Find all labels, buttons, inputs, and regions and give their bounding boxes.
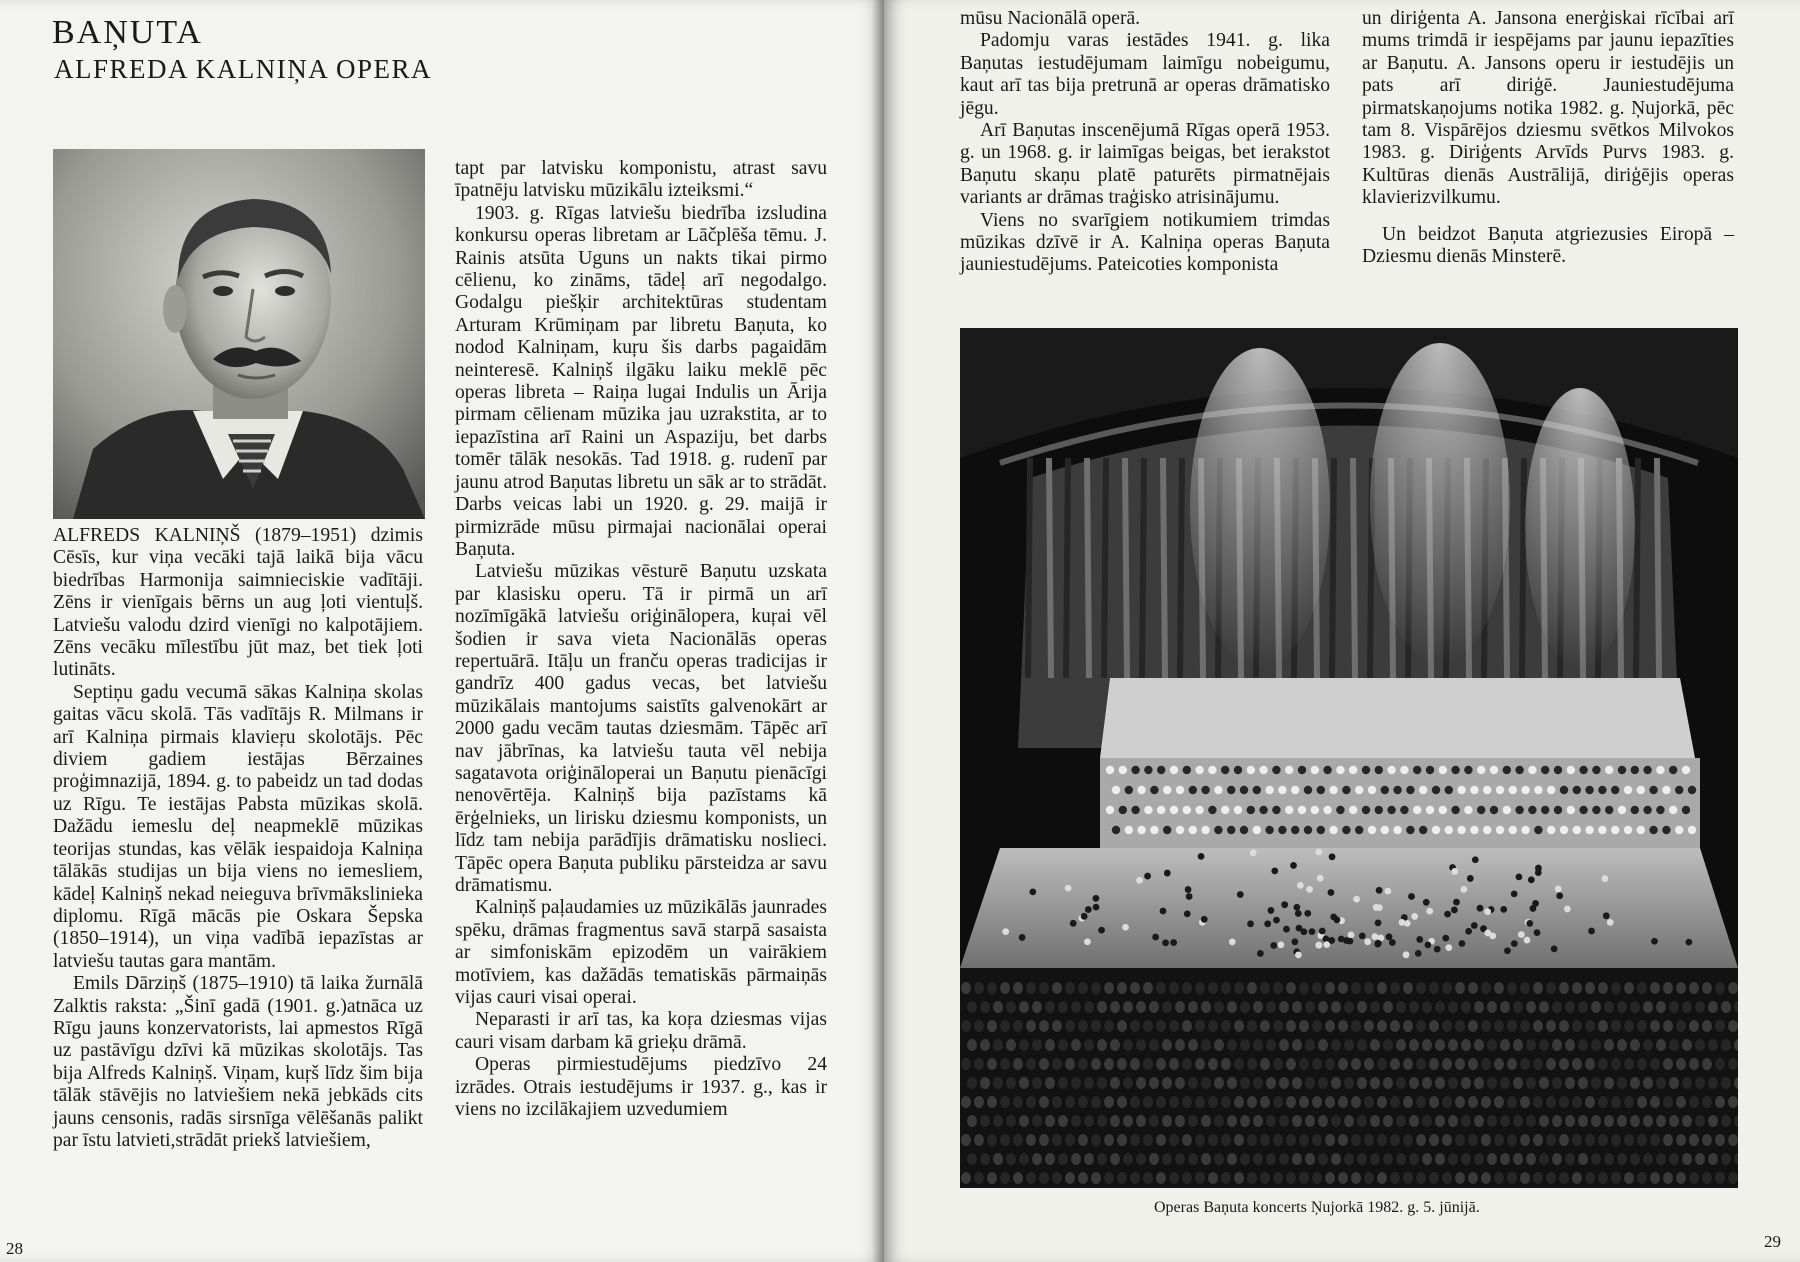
paragraph: Viens no svarīgiem notikumiem trimdas mūzikas dzīvē ir A. Kalniņa operas Baņuta jauniestudējums. Pateicoties komponista — [960, 209, 1330, 276]
concert-photo — [960, 328, 1738, 1188]
paragraph: Latviešu mūzikas vēsturē Baņutu uzskata par klasisku operu. Tā ir pirmā un arī nozīmīgākā latviešu oriģinālopera, kuŗai vēl šodien ir sava vieta Nacionālās operas repertuārā. Itāļu un franču operas tradicijas ir gandrīz 400 gadus vecas, bet latviešu mūzikālais mantojums saistīts galvenokārt ar 2000 gadu vecām tautas dziesmām. Tāpēc arī nav jābrīnas, ka latviešu tauta vēl nebija sagatavota oriģināloperai un Baņutu pienācīgi nenovērtēja. Kalniņš bija pazīstams kā ērģelnieks, un lirisku dziesmu komponists, un līdz tam nebija parādījis drāmatisku noslieci. Tāpēc opera Baņuta publiku pārsteidza ar savu drāmatismu. — [455, 561, 827, 896]
paragraph: mūsu Nacionālā operā. — [960, 8, 1141, 29]
text-column-1 — [53, 525, 423, 1152]
paragraph: Kalniņš paļaudamies uz mūzikālās jaunrades spēku, drāmas fragmentus savā starpā sasaista ar simfoniskām epizodēm un vairākiem motīviem, kas dažādās tematiskās pārmaiņās vijas cauri visai operai. — [455, 897, 827, 1009]
paragraph: tapt par latvisku komponistu, atrast savu īpatnēju latvisku mūzikālu izteiksmi.“ — [455, 158, 827, 202]
page-number: 28 — [6, 1239, 23, 1258]
paragraph: Arī Baņutas inscenējumā Rīgas operā 1953. g. un 1968. g. ir laimīgas beigas, bet ierakstot Baņutu skaņu platē paturēts pirmatnējais variants ar drāmas traģisko atrisinājumu. — [960, 120, 1330, 209]
paragraph: Emils Dārziņš (1875–1910) tā laika žurnālā Zalktis raksta: „Šinī gadā (1901. g.)atnāca uz Rīgu jauns konzervatorists, lai apmestos Rīgā uz pastāvīgu dzīvi kā mūzikas skolotājs. Tas bija Alfreds Kalniņš. Viņam, kuŗš līdz šim bija tālāk stāvējis no latviešiem nekā jebkāds cits jauns censonis, radās sirsnīga vēlēšanās palikt par īstu latvieti,strādāt priekš latviešiem, — [53, 973, 423, 1151]
photo-caption: Operas Baņuta koncerts Ņujorkā 1982. g. 5. jūnijā. — [1154, 1199, 1480, 1216]
paragraph: Neparasti ir arī tas, ka koŗa dziesmas vijas cauri visam darbam kā grieķu drāmā. — [455, 1009, 827, 1053]
page-number: 29 — [1764, 1232, 1781, 1251]
paragraph: 1903. g. Rīgas latviešu biedrība izsludina konkursu operas libretam ar Lāčplēša tēmu. J. Rainis atsūta Uguns un nakts tikai pirmo cēlienu, ko zināms, tādeļ arī negodalgo. Godalgu piešķir architektūras studentam Arturam Krūmiņam par libretu Baņuta, ko nodod Kalniņam, kuŗu šis darbs pagaidām neinteresē. Kalniņš ilgāku laiku meklē pēc operas libreta – Raiņa lugai Indulis un Ārija pirmam cēlienam mūzika jau uzrakstita, ar to iepazīstina arī Raini un Aspaziju, bet darbs tomēr tālāk nesokās. Tad 1918. g. rudenī par jaunu atrod Baņutas libretu un sāk ar to strādāt. Darbs veicas labi un 1920. g. 29. maijā ir pirmizrāde mūsu pirmajai nacionālai operai Baņuta. — [455, 202, 827, 560]
paragraph: Padomju varas iestādes 1941. g. lika Baņutas iestudējumam laimīgu nobeigumu, kaut arī tas bija pretrunā ar operas drāmatisko jēgu. — [960, 30, 1330, 119]
paragraph: ALFREDS KALNIŅŠ (1879–1951) dzimis Cēsīs, kur viņa vecāki tajā laikā bija vācu biedrības Harmonija saimnieciskie vadītāji. Zēns ir vienīgais bērns un aug ļoti vientuļš. Latviešu valodu dzird vienīgi no kalpotājiem. Zēns vecāku mīlestību jūt maz, bet tiek ļoti lutināts. — [53, 525, 423, 681]
article-title: BAŅUTA — [52, 14, 203, 51]
text-column-4 — [1362, 8, 1734, 268]
text-column-3 — [960, 8, 1330, 277]
paragraph: Un beidzot Baņuta atgriezusies Eiropā – Dziesmu dienās Minsterē. — [1362, 223, 1734, 268]
left-page — [0, 0, 884, 1262]
article-subtitle: ALFREDA KALNIŅA OPERA — [54, 54, 433, 84]
paragraph: un diriģenta A. Jansona enerģiskai rīcībai arī mums trimdā ir iespējams par jaunu iepazīties ar Baņutu. A. Jansons operu ir iestudējis un pats arī diriģē. Jauniestudējuma pirmatskaņojums notika 1982. g. Ņujorkā, pēc tam 8. Vispārējos dziesmu svētkos Milvokos 1983. g. Diriģents Arvīds Purvs 1983. g. Kultūras dienās Austrālijā, diriģējis operas klavierizvilkumu. — [1362, 8, 1734, 209]
paragraph: Septiņu gadu vecumā sākas Kalniņa skolas gaitas vācu skolā. Tās vadītājs R. Milmans ir arī Kalniņa pirmais klavieŗu skolotājs. Pēc diviem gadiem iestājas Bērzaines proģimnazijā, 1894. g. to pabeidz un tad dodas uz Rīgu. Te iestājas Pabsta mūzikas skolā. Dažādu iemeslu deļ neapmeklē mūzikas teorijas stundas, kas vēlāk iespaidoja Kalniņa tālākās studijas un bija viens no iemesliem, kādeļ Kalniņš nekad neieguva brīvmākslinieka diplomu. Rīgā mācās pie Oskara Šepska (1850–1914), un viņa vadībā iepazīstas ar latviešu tautas gara mantām. — [53, 681, 423, 972]
paragraph: Operas pirmiestudējums piedzīvo 24 izrādes. Otrais iestudējums ir 1937. g., kas ir viens no izcilākajiem uzvedumiem — [455, 1054, 827, 1121]
portrait-photo — [53, 149, 425, 519]
text-column-2 — [455, 158, 827, 1121]
